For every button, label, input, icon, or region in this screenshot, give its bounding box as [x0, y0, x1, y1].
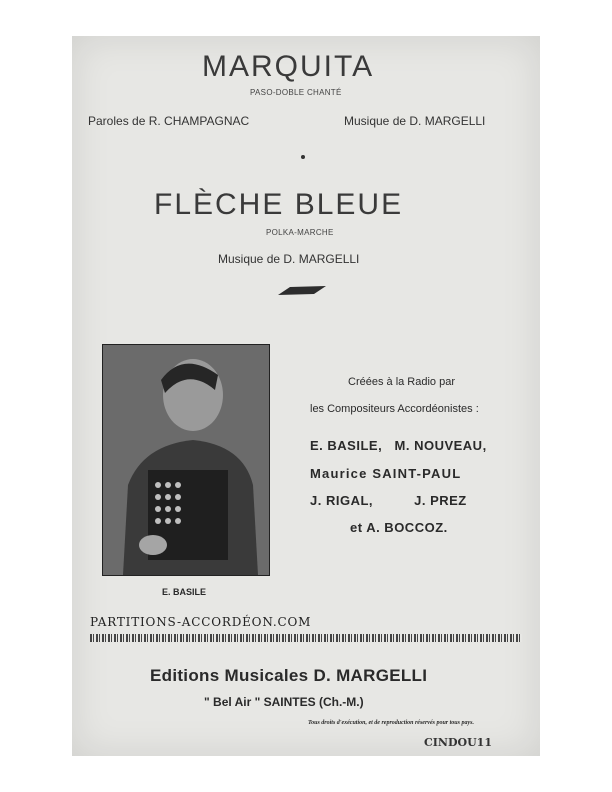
- created-line-2: les Compositeurs Accordéonistes :: [310, 403, 479, 415]
- publisher-name: Editions Musicales D. MARGELLI: [150, 666, 428, 685]
- ornament-stroke: [276, 284, 328, 298]
- composers-line-4: et A. BOCCOZ.: [350, 520, 448, 535]
- watermark-text: PARTITIONS-ACCORDÉON.COM: [90, 615, 312, 629]
- catalog-code: CINDOU11: [424, 736, 492, 749]
- decorative-barcode-strip: [90, 634, 522, 642]
- subtitle-marquita: PASO-DOBLE CHANTÉ: [250, 88, 342, 97]
- composers-line-3: J. RIGAL, J. PREZ: [310, 493, 467, 508]
- photo-caption: E. BASILE: [162, 587, 207, 597]
- title-fleche-bleue: FLÈCHE BLEUE: [154, 188, 404, 221]
- music-credit-marquita: Musique de D. MARGELLI: [344, 114, 486, 128]
- composers-line-2: Maurice SAINT-PAUL: [310, 466, 462, 481]
- lyrics-credit: Paroles de R. CHAMPAGNAC: [88, 114, 250, 128]
- composers-line-1: E. BASILE, M. NOUVEAU,: [310, 438, 487, 453]
- music-cover-page: [72, 36, 540, 756]
- created-line-1: Créées à la Radio par: [348, 376, 456, 388]
- separator-dot: [301, 155, 305, 159]
- title-marquita: MARQUITA: [202, 50, 375, 83]
- accordion-player-image: [103, 345, 269, 575]
- publisher-address: " Bel Air " SAINTES (Ch.-M.): [204, 695, 364, 709]
- music-credit-fleche: Musique de D. MARGELLI: [218, 252, 360, 266]
- portrait-photo: [102, 344, 270, 576]
- subtitle-fleche-bleue: POLKA-MARCHE: [266, 228, 334, 237]
- rights-notice: Tous droits d'exécution, et de reproduction réservés pour tous pays.: [308, 720, 474, 726]
